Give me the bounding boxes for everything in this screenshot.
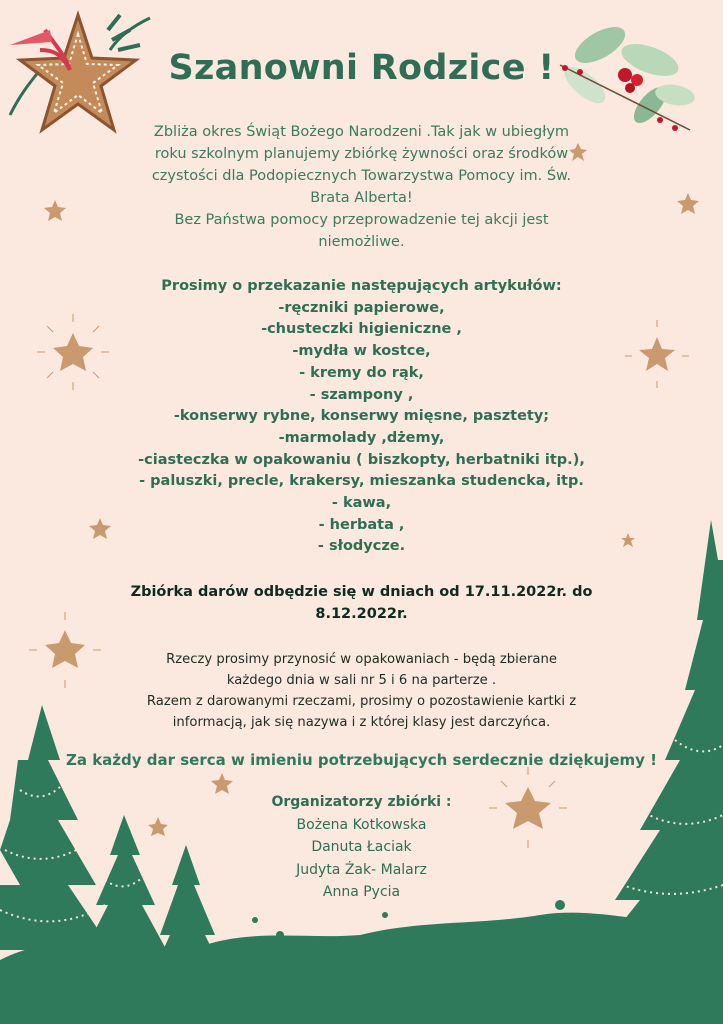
intro-text <box>0 121 723 253</box>
organizer-name: Bożena Kotkowska <box>296 816 427 833</box>
organizer-name: Anna Pycia <box>322 884 401 900</box>
intro-line: czystości dla Podopiecznych Towarzystwa Pomocy im. Św. <box>151 168 572 184</box>
list-item: -ciasteczka w opakowaniu ( biszkopty, herbatniki itp.), <box>138 451 585 468</box>
intro-line: roku szkolnym planujemy zbiórkę żywności oraz środków <box>154 146 569 162</box>
intro-line: niemożliwe. <box>318 234 405 250</box>
list-item: - kremy do rąk, <box>299 364 424 381</box>
list-item: - paluszki, precle, krakersy, mieszanka studencka, itp. <box>139 473 584 490</box>
list-item: -mydła w kostce, <box>292 343 431 360</box>
info-text <box>0 649 723 733</box>
info-line: informacją, jak się nazywa i z której klasy jest darczyńca. <box>172 715 551 730</box>
list-item: -konserwy rybne, konserwy mięsne, pasztety; <box>173 408 550 425</box>
intro-line: Brata Alberta! <box>310 190 413 206</box>
list-item: -ręczniki papierowe, <box>278 299 445 316</box>
info-line: każdego dnia w sali nr 5 i 6 na parterze . <box>226 673 497 688</box>
list-item: - kawa, <box>331 495 392 512</box>
list-item: - herbata , <box>318 516 405 533</box>
list-item: -marmolady ,dżemy, <box>278 429 445 446</box>
request-heading: Prosimy o przekazanie następujących artykułów: <box>161 278 562 294</box>
organizers-heading: Organizatorzy zbiórki : <box>271 794 452 810</box>
intro-line: Zbliża okres Świąt Bożego Narodzeni .Tak jak w ubiegłym <box>153 124 570 140</box>
list-item: - szampony , <box>309 386 414 403</box>
dates-line: 8.12.2022r. <box>315 606 408 622</box>
info-line: Rzeczy prosimy przynosić w opakowaniach - będą zbierane <box>166 652 557 667</box>
list-item: -chusteczki higieniczne , <box>261 321 462 338</box>
request-list <box>0 276 723 558</box>
intro-line: Bez Państwa pomocy przeprowadzenie tej akcji jest <box>174 212 549 228</box>
collection-dates <box>0 581 723 625</box>
info-line: Razem z darowanymi rzeczami, prosimy o pozostawienie kartki z <box>146 694 577 709</box>
thanks-text: Za każdy dar serca w imieniu potrzebujących serdecznie dziękujemy ! <box>65 751 657 769</box>
dates-line: Zbiórka darów odbędzie się w dniach od 17.11.2022r. do <box>130 584 593 600</box>
list-item: - słodycze. <box>317 538 406 555</box>
organizers <box>0 791 723 904</box>
page-title: Szanowni Rodzice ! <box>168 48 555 88</box>
organizer-name: Judyta Żak- Malarz <box>296 861 427 878</box>
organizer-name: Danuta Łaciak <box>311 839 412 855</box>
